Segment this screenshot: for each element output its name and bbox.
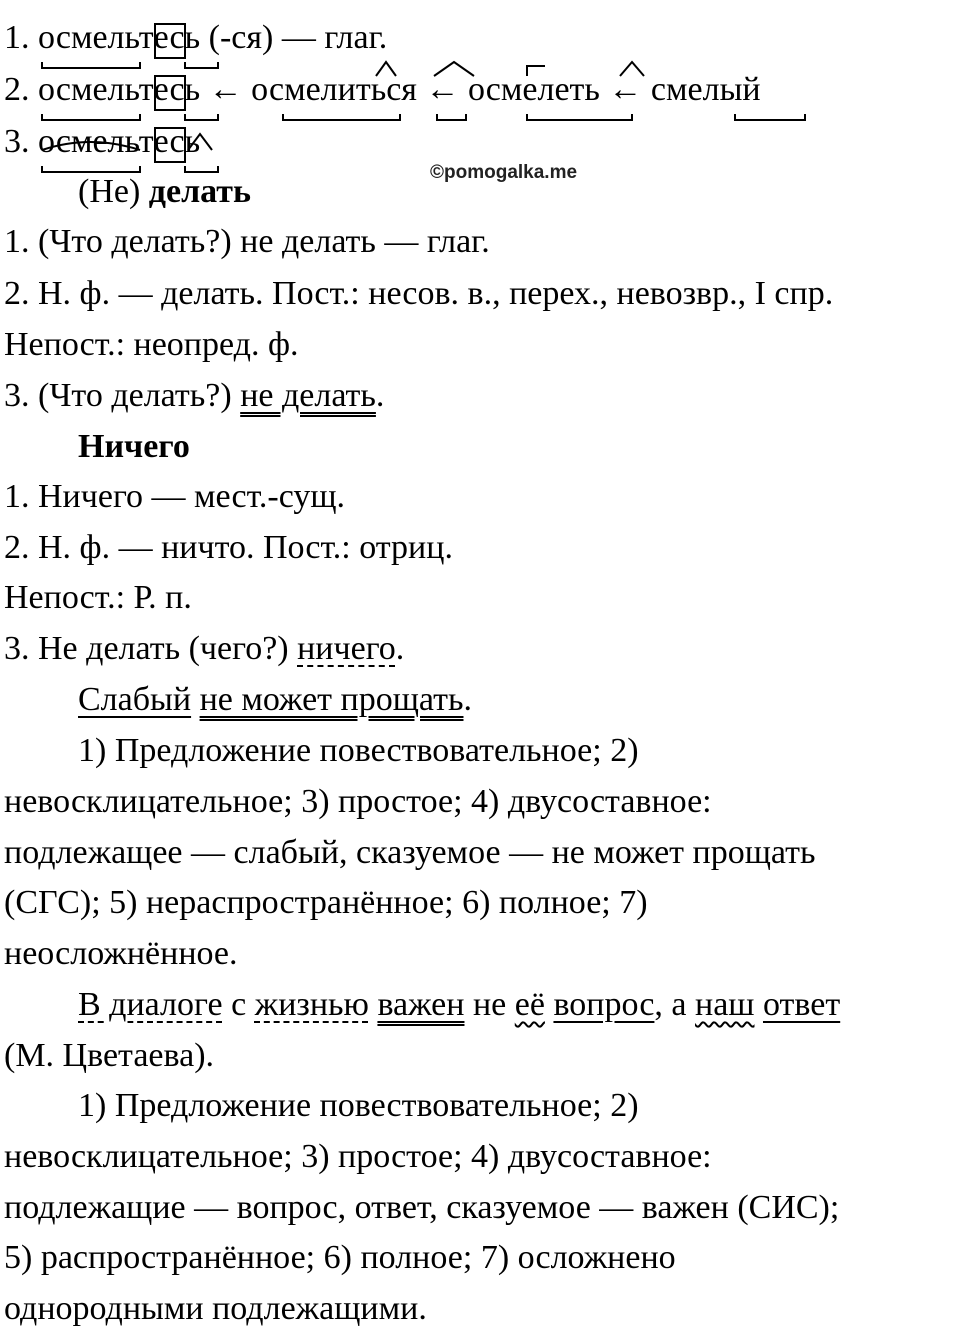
text: 3. (Что делать?) — [4, 377, 241, 414]
example-sentence-1 — [78, 680, 472, 720]
attribute-underlined: её — [514, 986, 545, 1023]
derivation-arrow: ← — [416, 71, 468, 108]
derivation-word: осмелеть — [467, 71, 600, 108]
text — [754, 986, 763, 1023]
subject-underlined: Слабый — [78, 681, 192, 718]
paragraph: 1) Предложение повествовательное; 2) — [78, 1087, 639, 1124]
paragraph: 1. Ничего — мест.-сущ. — [4, 478, 346, 515]
derivation-arrow: ← — [599, 71, 651, 108]
paragraph — [4, 629, 404, 669]
derivation-word: осмелиться — [251, 71, 417, 108]
stem-bracket — [527, 114, 632, 120]
text: , а — [654, 986, 696, 1023]
derivation-word: смелый — [650, 71, 761, 108]
line-number: 2. — [4, 71, 30, 108]
postfix-bracket — [185, 114, 218, 120]
watermark: ©pomogalka.me — [430, 162, 578, 183]
text: с — [222, 986, 255, 1023]
text: 3. Не делать (чего?) — [4, 630, 298, 667]
paragraph: невосклицательное; 3) простое; 4) двусоставное: — [4, 783, 712, 820]
subject-underlined: ответ — [762, 986, 841, 1023]
heading-prefix: (Не) — [78, 173, 149, 210]
morph-line-1 — [4, 18, 387, 58]
stem-bracket — [42, 62, 140, 68]
attribute-underlined: наш — [695, 986, 755, 1023]
predicate-underlined: не может прощать — [199, 681, 464, 718]
citation: (М. Цветаева). — [4, 1037, 215, 1074]
space — [191, 681, 200, 718]
text: . — [395, 630, 405, 667]
section-heading-nichego: Ничего — [78, 428, 190, 465]
paragraph: однородными подлежащими. — [4, 1290, 427, 1327]
derivation-word: осмельтесь — [38, 71, 201, 108]
text: не — [464, 986, 515, 1023]
object-underlined: жизнью — [254, 986, 369, 1023]
stem-bracket — [735, 114, 805, 120]
paragraph: невосклицательное; 3) простое; 4) двусоставное: — [4, 1138, 712, 1175]
paragraph — [4, 376, 384, 416]
morph-line-2 — [4, 70, 761, 110]
part-of-speech: (-ся) — глаг. — [200, 19, 388, 56]
postfix-bracket — [185, 62, 218, 68]
paragraph: 1) Предложение повествовательное; 2) — [78, 732, 639, 769]
paragraph: 2. Н. ф. — ничто. Пост.: отриц. — [4, 529, 453, 566]
heading-word: делать — [148, 173, 251, 210]
postfix-bracket — [437, 114, 466, 120]
object-underlined: ничего — [297, 630, 396, 667]
paragraph: Непост.: неопред. ф. — [4, 326, 299, 363]
line-number: 3. — [4, 123, 30, 160]
paragraph: 1. (Что делать?) не делать — глаг. — [4, 223, 490, 260]
subject-underlined: вопрос — [553, 986, 655, 1023]
stem-bracket — [283, 114, 400, 120]
predicate-underlined: важен — [377, 986, 465, 1023]
analyzed-word: осмельтесь — [38, 123, 201, 160]
paragraph: подлежащее — слабый, сказуемое — не может прощать — [4, 834, 816, 871]
example-sentence-2 — [78, 985, 840, 1025]
derivation-arrow: ← — [200, 71, 252, 108]
predicate-underlined: не делать — [240, 377, 376, 414]
adverbial-underlined: В диалоге — [78, 986, 223, 1023]
paragraph: (СГС); 5) нераспространённое; 6) полное; 7) — [4, 884, 648, 921]
paragraph: неосложнённое. — [4, 935, 238, 972]
stem-bracket — [42, 114, 140, 120]
analyzed-word: осмельтесь — [38, 19, 201, 56]
section-heading-delat — [78, 172, 251, 212]
line-number: 1. — [4, 19, 30, 56]
text: . — [463, 681, 472, 718]
paragraph: подлежащие — вопрос, ответ, сказуемое — важен (СИС); — [4, 1189, 840, 1226]
paragraph: 2. Н. ф. — делать. Пост.: несов. в., перех., невозвр., I спр. — [4, 275, 834, 312]
morph-line-3 — [4, 122, 200, 162]
paragraph: Непост.: Р. п. — [4, 579, 192, 616]
text: . — [375, 377, 385, 414]
paragraph: 5) распространённое; 6) полное; 7) осложнено — [4, 1239, 676, 1276]
